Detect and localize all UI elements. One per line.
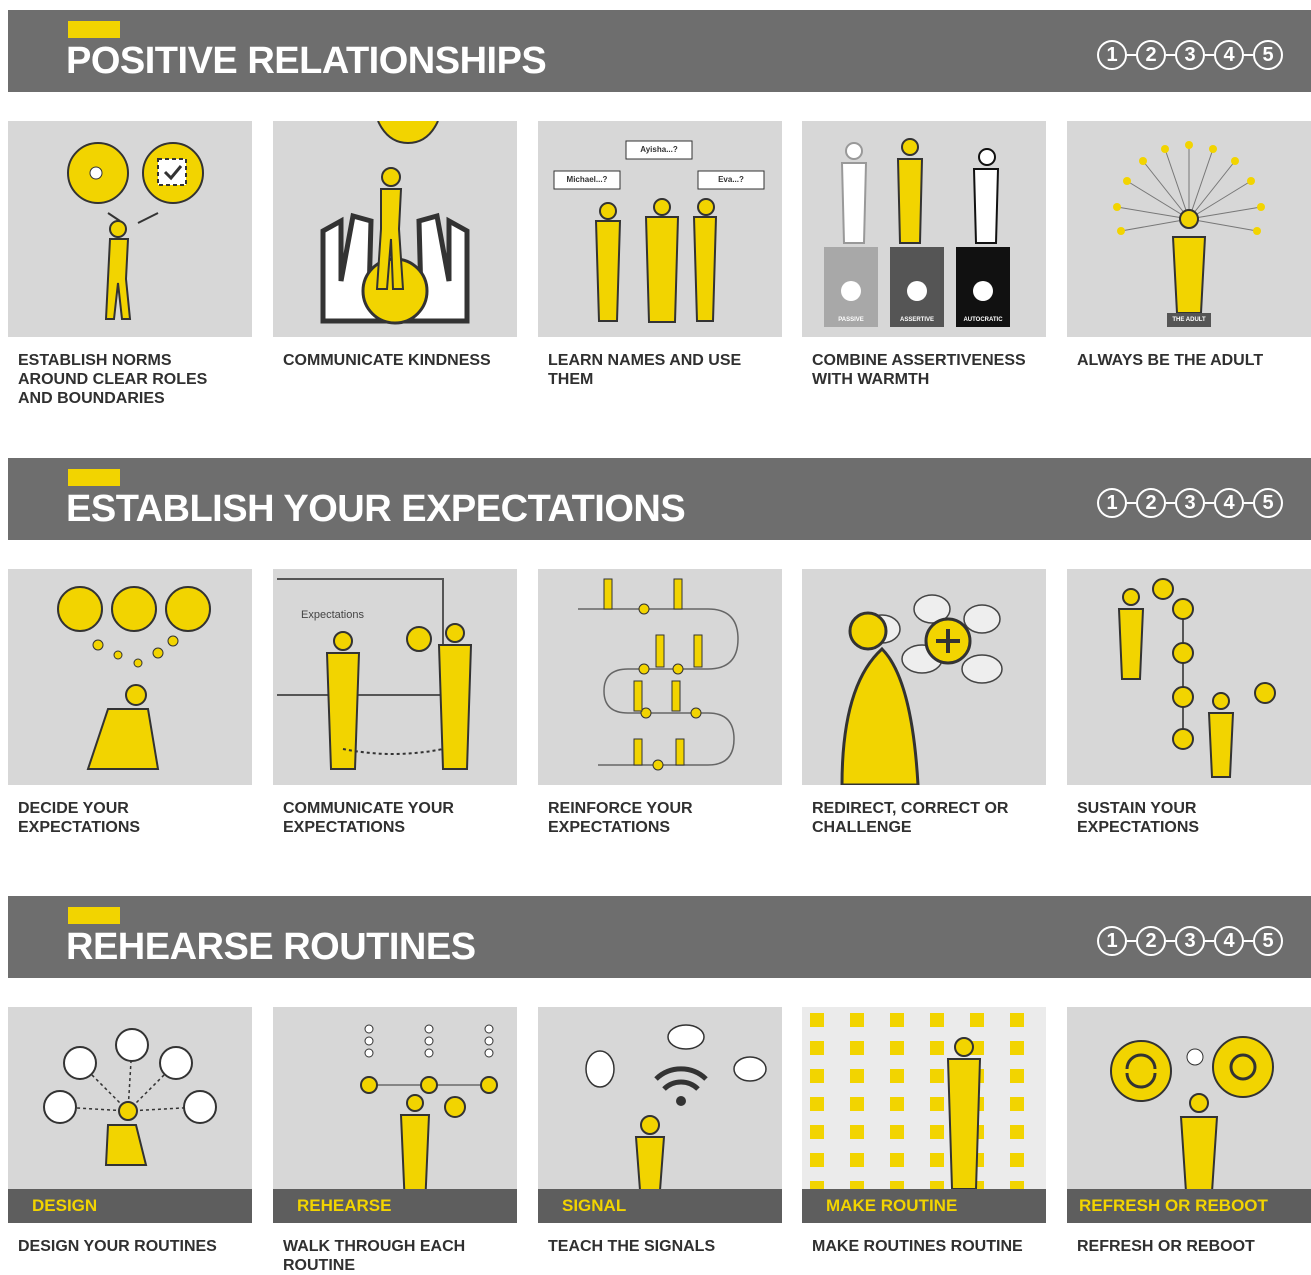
- redirect-class-illustration: [802, 569, 1046, 785]
- card-caption: DECIDE YOUR EXPECTATIONS: [18, 800, 141, 836]
- card-caption: DESIGN YOUR ROUTINES: [18, 1238, 217, 1255]
- design-routines-illustration: [8, 1007, 252, 1223]
- accent-bar: [68, 469, 120, 486]
- adult-pedestal-illustration: [1067, 121, 1311, 337]
- board-text: Expectations: [301, 609, 364, 621]
- podium-label-autocratic: AUTOCRATIC: [963, 317, 1003, 323]
- card-caption: REFRESH OR REBOOT: [1077, 1238, 1255, 1255]
- learn-names-illustration: [538, 121, 782, 337]
- step-3: 3: [1175, 926, 1205, 956]
- section-title: ESTABLISH YOUR EXPECTATIONS: [66, 488, 686, 530]
- board-teaching-illustration: [273, 569, 517, 785]
- step-indicator: [1097, 922, 1283, 960]
- step-2: 2: [1136, 40, 1166, 70]
- step-4: 4: [1214, 488, 1244, 518]
- assertiveness-podiums-illustration: [802, 121, 1046, 337]
- card-caption: COMBINE ASSERTIVENESS WITH WARMTH: [812, 352, 1026, 388]
- card-caption: ESTABLISH NORMS AROUND CLEAR ROLES AND BOUNDARIES: [18, 352, 208, 407]
- step-2: 2: [1136, 488, 1166, 518]
- step-3: 3: [1175, 488, 1205, 518]
- tag-bar: SIGNAL: [538, 1189, 782, 1223]
- step-1: 1: [1097, 40, 1127, 70]
- name-bubble-3: Eva...?: [718, 175, 744, 184]
- card-caption: ALWAYS BE THE ADULT: [1077, 352, 1264, 369]
- name-bubble-2: Ayisha...?: [640, 145, 678, 154]
- step-5: 5: [1253, 926, 1283, 956]
- card-caption: REINFORCE YOUR EXPECTATIONS: [548, 800, 693, 836]
- roles-boundaries-illustration: [8, 121, 252, 337]
- step-indicator: [1097, 36, 1283, 74]
- section-banner: [8, 458, 1311, 540]
- card-caption: COMMUNICATE YOUR EXPECTATIONS: [283, 800, 454, 836]
- step-5: 5: [1253, 40, 1283, 70]
- step-4: 4: [1214, 926, 1244, 956]
- podium-label-assertive: ASSERTIVE: [899, 317, 934, 323]
- pedestal-label: THE ADULT: [1172, 317, 1206, 323]
- card-caption: TEACH THE SIGNALS: [548, 1238, 716, 1255]
- step-4: 4: [1214, 40, 1244, 70]
- step-1: 1: [1097, 926, 1127, 956]
- step-1: 1: [1097, 488, 1127, 518]
- winding-path-illustration: [538, 569, 782, 785]
- card-caption: WALK THROUGH EACH ROUTINE: [283, 1238, 466, 1274]
- accent-bar: [68, 907, 120, 924]
- section-title: REHEARSE ROUTINES: [66, 926, 476, 968]
- tag-bar: DESIGN: [8, 1189, 252, 1223]
- step-indicator: [1097, 484, 1283, 522]
- step-3: 3: [1175, 40, 1205, 70]
- tag-bar: REFRESH OR REBOOT: [1067, 1189, 1311, 1223]
- name-bubble-1: Michael...?: [566, 175, 608, 184]
- section-banner: [8, 896, 1311, 978]
- sustain-sequence-illustration: [1067, 569, 1311, 785]
- decide-thinking-illustration: [8, 569, 252, 785]
- kindness-hands-illustration: [273, 121, 517, 337]
- signal-wifi-illustration: [538, 1007, 782, 1223]
- card-caption: SUSTAIN YOUR EXPECTATIONS: [1077, 800, 1200, 836]
- section-banner: [8, 10, 1311, 92]
- card-caption: COMMUNICATE KINDNESS: [283, 352, 491, 369]
- accent-bar: [68, 21, 120, 38]
- card-caption: MAKE ROUTINES ROUTINE: [812, 1238, 1023, 1255]
- card-caption: LEARN NAMES AND USE THEM: [548, 352, 742, 388]
- routine-grid-illustration: [802, 1007, 1046, 1223]
- tag-bar: REHEARSE: [273, 1189, 517, 1223]
- podium-label-passive: PASSIVE: [838, 317, 864, 323]
- step-2: 2: [1136, 926, 1166, 956]
- step-5: 5: [1253, 488, 1283, 518]
- rehearse-illustration: [273, 1007, 517, 1223]
- tag-bar: MAKE ROUTINE: [802, 1189, 1046, 1223]
- card-caption: REDIRECT, CORRECT OR CHALLENGE: [812, 800, 1009, 836]
- refresh-reboot-illustration: [1067, 1007, 1311, 1223]
- section-title: POSITIVE RELATIONSHIPS: [66, 40, 547, 82]
